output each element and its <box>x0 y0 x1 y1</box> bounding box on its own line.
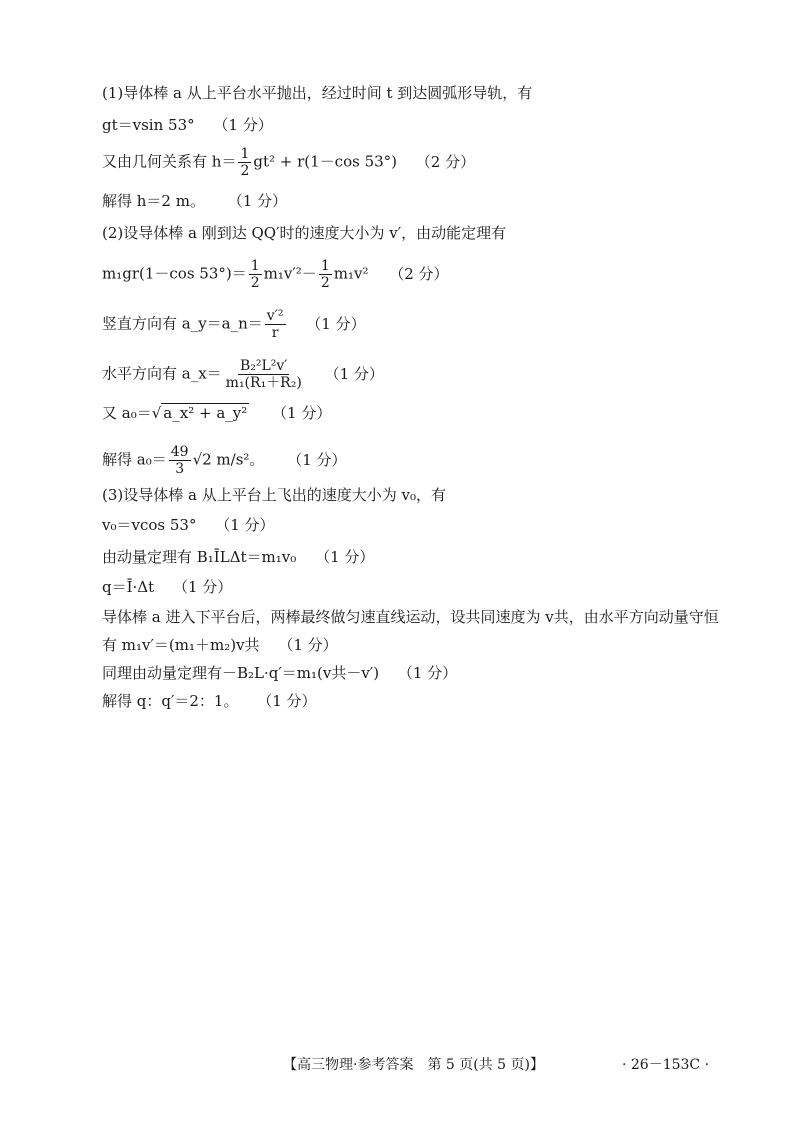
half-fraction-b: $\frac{1}{2}$ <box>320 258 330 291</box>
part2-result-suffix: √2 m/s²。 <box>192 450 265 469</box>
half-fraction: $\frac{1}{2}$ <box>240 146 250 179</box>
part3-eq1-text: v₀＝vcos 53° <box>102 516 197 534</box>
part1-eq2-score: （2 分） <box>415 152 476 171</box>
a0-denominator: 3 <box>175 461 185 477</box>
part3-eq5-text: 同理由动量定理有－B₂L·q′＝m₁(v共－v′) <box>102 664 380 682</box>
part3-result <box>102 690 317 712</box>
part2-eq1 <box>102 258 449 291</box>
part2-eq1-suffix: m₁v² <box>333 264 369 283</box>
an-denominator: r <box>271 325 279 341</box>
part2-eq3-score: （1 分） <box>324 364 384 383</box>
part1-result-score: （1 分） <box>227 192 288 210</box>
part1-result <box>102 190 287 212</box>
page-footer-code: · 26－153C · <box>622 1057 710 1073</box>
part2-eq2-prefix: 竖直方向有 a_y＝a_n＝ <box>102 314 263 333</box>
part2-eq4-score: （1 分） <box>272 404 332 422</box>
a0-numerator: 49 <box>170 444 189 460</box>
part3-result-score: （1 分） <box>257 692 317 710</box>
part1-eq2 <box>102 146 475 179</box>
part2-eq4-prefix: 又 a₀＝ <box>102 404 152 422</box>
part3-eq1-score: （1 分） <box>215 516 275 534</box>
part3-eq4-text: 有 m₁v′＝(m₁＋m₂)v共 <box>102 636 260 654</box>
part2-eq4: 又 a₀＝√ a_x² + a_y² （1 分） <box>102 404 332 422</box>
part1-eq1 <box>102 114 273 136</box>
part3-result-text: 解得 q：q′＝2：1。 <box>102 692 239 710</box>
a0-fraction <box>169 444 191 477</box>
part2-eq2 <box>102 308 366 341</box>
part3-eq5 <box>102 662 457 684</box>
part1-result-text: 解得 h＝2 m。 <box>102 192 205 210</box>
ax-denominator: m₁(R₁＋R₂) <box>225 375 302 391</box>
part1-intro-text: (1)导体棒 a 从上平台水平抛出，经过时间 t 到达圆弧形导轨，有 <box>102 84 533 102</box>
an-fraction <box>265 308 286 341</box>
part3-eq4 <box>102 634 338 656</box>
part2-eq3-prefix: 水平方向有 a_x＝ <box>102 364 222 383</box>
part3-eq3-score: （1 分） <box>172 578 233 596</box>
part3-text-body: 导体棒 a 进入下平台后，两棒最终做匀速直线运动，设共同速度为 v共，由水平方向动量守恒 <box>102 608 719 626</box>
part2-eq1-score: （2 分） <box>389 264 449 283</box>
part3-eq4-score: （1 分） <box>278 636 338 654</box>
part3-eq3-text: q＝Ī·Δt <box>102 578 155 596</box>
sqrt-radicand: a_x² + a_y² <box>163 404 248 422</box>
part2-intro <box>102 222 506 244</box>
part2-eq2-score: （1 分） <box>306 314 366 333</box>
part1-eq2-prefix: 又由几何关系有 h＝ <box>102 152 237 171</box>
part1-eq2-suffix: gt² + r(1－cos 53°) <box>253 152 398 171</box>
part3-intro-text: (3)设导体棒 a 从上平台上飞出的速度大小为 v₀，有 <box>102 486 446 504</box>
part3-eq2 <box>102 546 374 568</box>
ax-numerator: B₂²L²v′ <box>239 358 288 374</box>
ax-fraction <box>224 358 304 391</box>
part2-eq1-mid: m₁v′²－ <box>263 264 317 283</box>
an-numerator: v′² <box>266 308 284 324</box>
part3-text <box>102 606 719 628</box>
part3-eq2-score: （1 分） <box>315 548 375 566</box>
part2-intro-text: (2)设导体棒 a 刚到达 QQ′时的速度大小为 v′，由动能定理有 <box>102 224 507 242</box>
part1-eq1-score: （1 分） <box>213 116 273 134</box>
part2-eq3 <box>102 358 384 391</box>
page-footer-label: 【高三物理·参考答案 第 5 页(共 5 页)】 <box>283 1057 544 1073</box>
part1-eq1-text: gt＝vsin 53° <box>102 116 195 134</box>
part1-intro <box>102 82 532 104</box>
part3-eq3 <box>102 576 232 598</box>
part2-result-score: （1 分） <box>287 450 347 469</box>
part3-eq5-score: （1 分） <box>397 664 458 682</box>
half-fraction-a: $\frac{1}{2}$ <box>250 258 260 291</box>
part2-result <box>102 444 347 477</box>
part3-eq2-text: 由动量定理有 B₁ĪLΔt＝m₁v₀ <box>102 548 297 566</box>
part3-intro <box>102 484 446 506</box>
part2-result-prefix: 解得 a₀＝ <box>102 450 167 469</box>
part2-eq1-prefix: m₁gr(1－cos 53°)＝ <box>102 264 247 283</box>
part3-eq1 <box>102 514 275 536</box>
